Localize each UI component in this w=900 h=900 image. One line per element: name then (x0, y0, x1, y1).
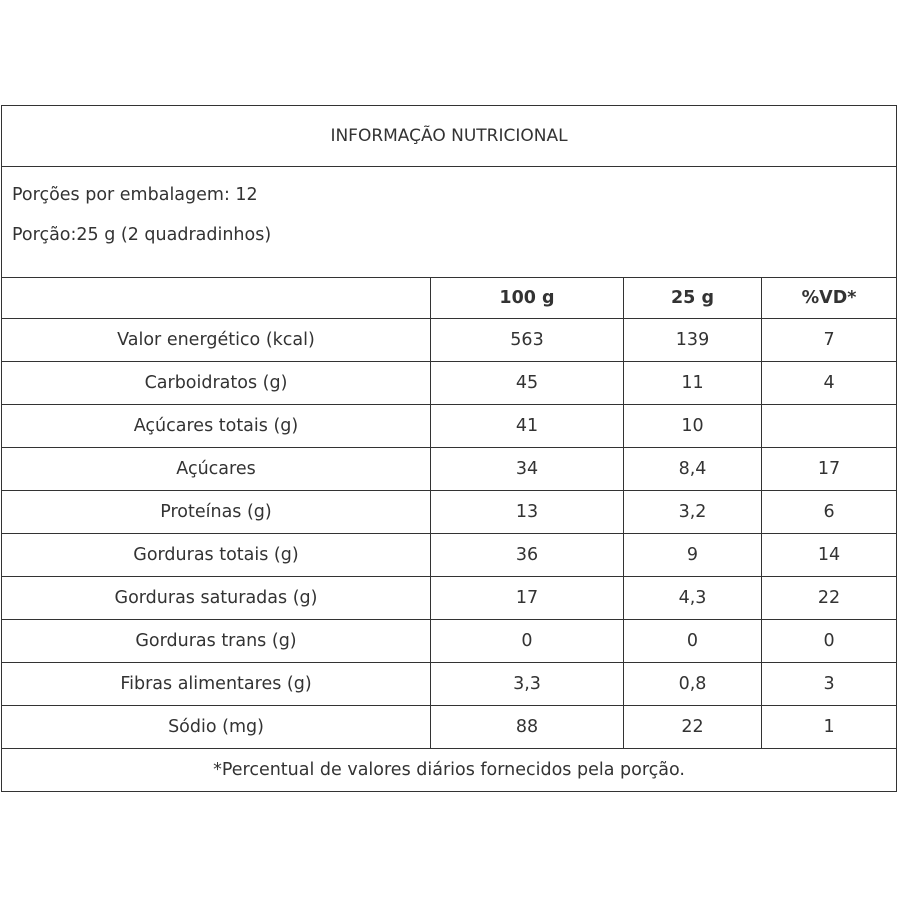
value-per-100g: 34 (431, 448, 624, 491)
nutrient-label: Carboidratos (g) (2, 362, 431, 405)
nutrient-label: Açúcares (2, 448, 431, 491)
value-per-25g: 0,8 (624, 663, 762, 706)
value-daily-percent: 4 (762, 362, 897, 405)
title-row (2, 106, 897, 167)
value-daily-percent: 17 (762, 448, 897, 491)
table-row (2, 405, 897, 448)
table-title: INFORMAÇÃO NUTRICIONAL (2, 106, 897, 167)
column-header-row (2, 278, 897, 319)
value-daily-percent: 1 (762, 706, 897, 749)
value-per-100g: 13 (431, 491, 624, 534)
nutrient-label: Gorduras totais (g) (2, 534, 431, 577)
value-daily-percent (762, 405, 897, 448)
column-header-100g: 100 g (431, 278, 624, 319)
nutrient-label: Fibras alimentares (g) (2, 663, 431, 706)
footnote-row (2, 749, 897, 792)
value-per-100g: 36 (431, 534, 624, 577)
table-row (2, 663, 897, 706)
portion-size: Porção:25 g (2 quadradinhos) (12, 225, 272, 245)
value-per-25g: 9 (624, 534, 762, 577)
value-per-25g: 139 (624, 319, 762, 362)
value-per-100g: 17 (431, 577, 624, 620)
table-row (2, 534, 897, 577)
value-daily-percent: 14 (762, 534, 897, 577)
portion-info-row (2, 167, 897, 278)
value-daily-percent: 6 (762, 491, 897, 534)
portions-per-package: Porções por embalagem: 12 (12, 185, 258, 205)
nutrition-facts-table (1, 105, 897, 792)
nutrient-label: Gorduras saturadas (g) (2, 577, 431, 620)
table-row (2, 319, 897, 362)
value-daily-percent: 0 (762, 620, 897, 663)
value-per-25g: 4,3 (624, 577, 762, 620)
value-daily-percent: 22 (762, 577, 897, 620)
nutrient-label: Proteínas (g) (2, 491, 431, 534)
table-row (2, 448, 897, 491)
nutrient-label: Gorduras trans (g) (2, 620, 431, 663)
table-row (2, 491, 897, 534)
value-per-25g: 10 (624, 405, 762, 448)
value-per-25g: 0 (624, 620, 762, 663)
value-per-100g: 88 (431, 706, 624, 749)
value-per-100g: 0 (431, 620, 624, 663)
column-header-25g: 25 g (624, 278, 762, 319)
column-header-nutrient (2, 278, 431, 319)
value-per-100g: 45 (431, 362, 624, 405)
value-per-25g: 8,4 (624, 448, 762, 491)
value-per-100g: 3,3 (431, 663, 624, 706)
nutrient-label: Valor energético (kcal) (2, 319, 431, 362)
table-row (2, 706, 897, 749)
table-row (2, 577, 897, 620)
footnote: *Percentual de valores diários fornecidos pela porção. (2, 749, 897, 792)
table-row (2, 620, 897, 663)
value-per-25g: 22 (624, 706, 762, 749)
value-daily-percent: 3 (762, 663, 897, 706)
column-header-vd: %VD* (762, 278, 897, 319)
portion-info (2, 167, 897, 278)
value-daily-percent: 7 (762, 319, 897, 362)
nutrient-label: Sódio (mg) (2, 706, 431, 749)
value-per-100g: 41 (431, 405, 624, 448)
value-per-25g: 3,2 (624, 491, 762, 534)
table-row (2, 362, 897, 405)
nutrient-label: Açúcares totais (g) (2, 405, 431, 448)
value-per-25g: 11 (624, 362, 762, 405)
value-per-100g: 563 (431, 319, 624, 362)
